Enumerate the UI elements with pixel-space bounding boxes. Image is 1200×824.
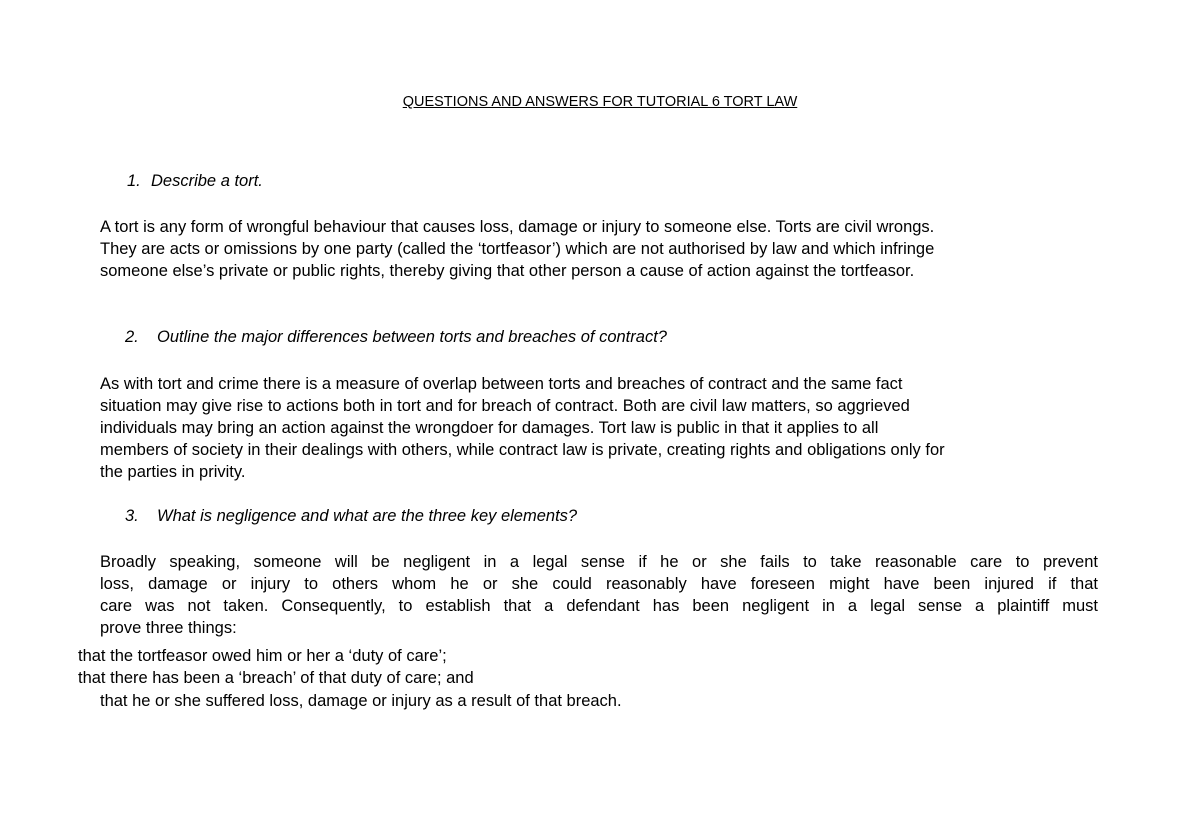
answer-line: A tort is any form of wrongful behaviour that causes loss, damage or injury to someone else. Torts are civil wrongs. — [100, 218, 935, 236]
element-breach: that there has been a ‘breach’ of that duty of care; and — [78, 669, 474, 687]
question-1 — [127, 172, 263, 191]
question-text: Describe a tort. — [151, 172, 263, 190]
question-2 — [125, 328, 667, 347]
answer-line: situation may give rise to actions both in tort and for breach of contract. Both are civil law matters, so aggrieved — [100, 397, 910, 415]
question-text: Outline the major differences between torts and breaches of contract? — [157, 328, 667, 346]
answer-3 — [100, 551, 1098, 639]
question-3 — [125, 507, 577, 526]
answer-line: loss, damage or injury to others whom he or she could reasonably have foreseen might have been injured if that — [100, 575, 1098, 593]
answer-line: someone else’s private or public rights, thereby giving that other person a cause of action against the tortfeasor. — [100, 262, 915, 280]
question-text: What is negligence and what are the three key elements? — [157, 507, 578, 525]
element-damage: that he or she suffered loss, damage or injury as a result of that breach. — [100, 692, 622, 710]
answer-line: the parties in privity. — [100, 463, 246, 481]
answer-line: prove three things: — [100, 619, 237, 637]
answer-line: They are acts or omissions by one party (called the ‘tortfeasor’) which are not authorised by law and which infringe — [100, 240, 935, 258]
element-duty-of-care: that the tortfeasor owed him or her a ‘duty of care’; — [78, 647, 447, 665]
answer-line: individuals may bring an action against the wrongdoer for damages. Tort law is public in that it applies to all — [100, 419, 879, 437]
document-title: QUESTIONS AND ANSWERS FOR TUTORIAL 6 TORT LAW — [402, 94, 798, 110]
question-number: 1. — [127, 172, 141, 190]
answer-line: As with tort and crime there is a measure of overlap between torts and breaches of contract and the same fact — [100, 375, 903, 393]
answer-line: members of society in their dealings with others, while contract law is private, creating rights and obligations only for — [100, 441, 945, 459]
answer-2 — [100, 373, 1100, 483]
answer-1 — [100, 216, 1100, 282]
answer-line: Broadly speaking, someone will be negligent in a legal sense if he or she fails to take reasonable care to prevent — [100, 553, 1098, 571]
question-number: 2. — [125, 328, 139, 346]
question-number: 3. — [125, 507, 139, 525]
answer-line: care was not taken. Consequently, to establish that a defendant has been negligent in a legal sense a plaintiff must — [100, 597, 1098, 615]
